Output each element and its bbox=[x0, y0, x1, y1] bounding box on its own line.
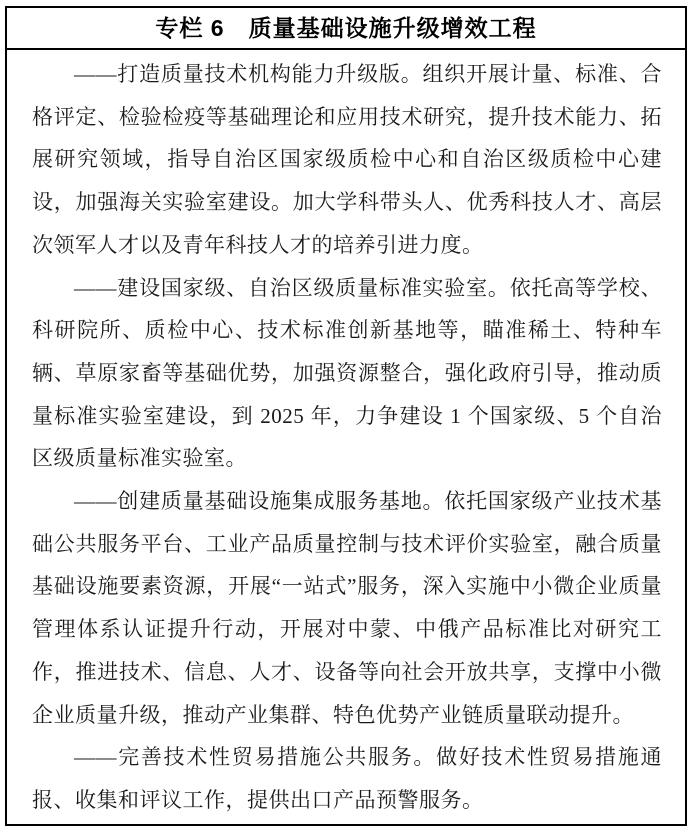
body-paragraph: ——创建质量基础设施集成服务基地。依托国家级产业技术基础公共服务平台、工业产品质量控制与技术评价实验室，融合质量基础设施要素资源，开展“一站式”服务，深入实施中小微企业质量管理体系认证提升行动，开展对中蒙、中俄产品标准比对研究工作，推进技术、信息、人才、设备等向社会开放共享，支撑中小微企业质量升级，推动产业集群、特色优势产业链质量联动提升。 bbox=[32, 489, 662, 727]
body-paragraph: ——打造质量技术机构能力升级版。组织开展计量、标准、合格评定、检验检疫等基础理论和应用技术研究，提升技术能力、拓展研究领域，指导自治区国家级质检中心和自治区级质检中心建设，加强海关实验室建设。加大学科带头人、优秀科技人才、高层次领军人才以及青年科技人才的培养引进力度。 bbox=[32, 62, 662, 257]
panel-title: 专栏 6 质量基础设施升级增效工程 bbox=[7, 8, 685, 50]
body-paragraph: ——完善技术性贸易措施公共服务。做好技术性贸易措施通报、收集和评议工作，提供出口产品预警服务。 bbox=[32, 745, 662, 812]
body-paragraph: ——建设国家级、自治区级质量标准实验室。依托高等学校、科研院所、质检中心、技术标准创新基地等，瞄准稀土、特种车辆、草原家畜等基础优势，加强资源整合，强化政府引导，推动质量标准实验室建设，到 2025 年，力争建设 1 个国家级、5 个自治区级质量标准实验室。 bbox=[32, 275, 662, 471]
panel-body bbox=[7, 50, 685, 822]
column-panel bbox=[5, 6, 687, 826]
